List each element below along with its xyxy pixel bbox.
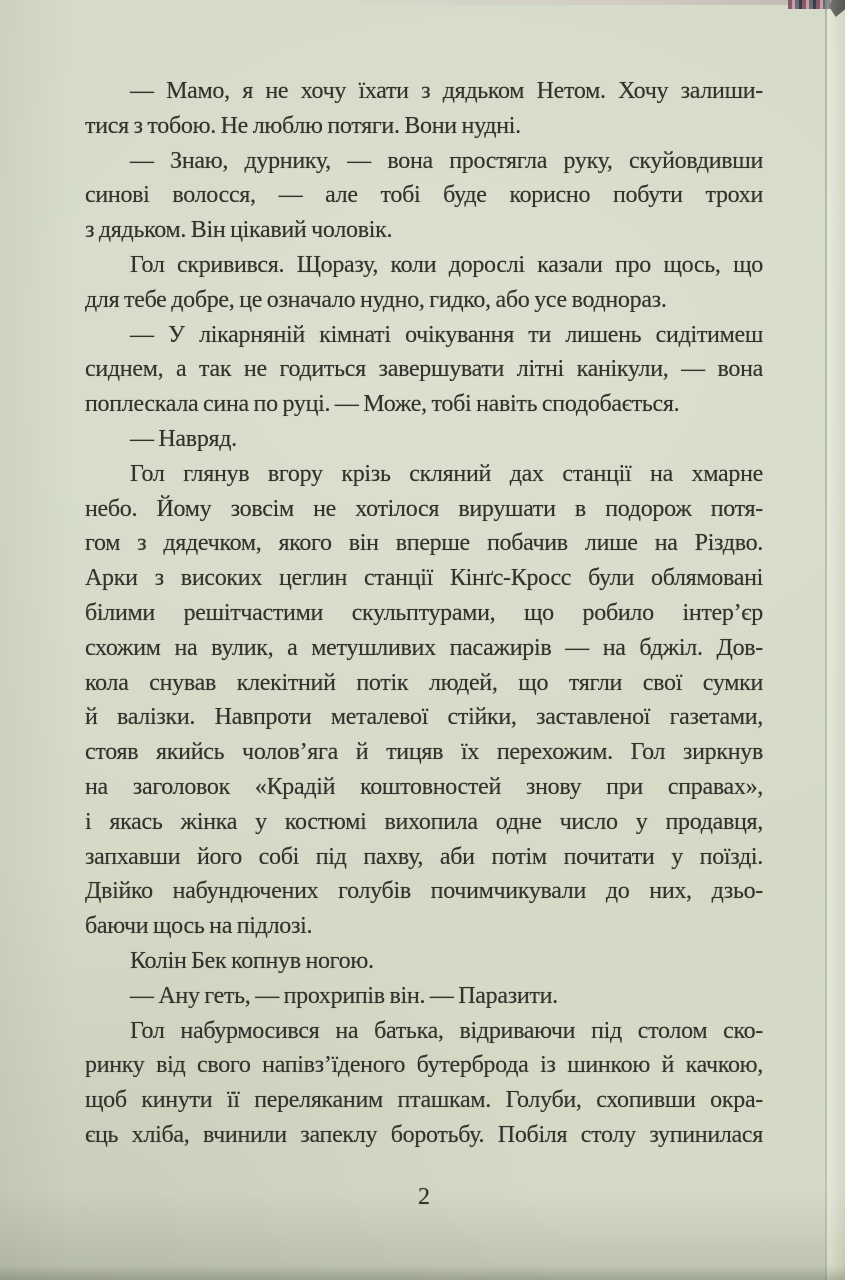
text-line: білими решітчастими скульптурами, що робило інтер’єр (85, 599, 763, 626)
text-line: — Мамо, я не хочу їхати з дядьком Нетом. Хочу залиши- (130, 78, 763, 104)
text-line: щоб кинути її переляканим пташкам. Голуби, схопивши окра- (85, 1087, 763, 1114)
text-line: — Ану геть, — прохрипів він. — Паразити. (130, 982, 558, 1009)
text-line: схожим на вулик, а метушливих пасажирів — на бджіл. Дов- (85, 634, 763, 661)
page-edge-highlight (827, 0, 845, 1280)
paragraph (85, 1014, 763, 1153)
text-line: для тебе добре, це означало нудно, гидко, або усе воднораз. (85, 286, 667, 313)
text-line: Гол глянув вгору крізь скляний дах станції на хмарне (130, 460, 763, 487)
text-line: синові волосся, — але тобі буде корисно побути трохи (85, 182, 763, 209)
paragraph (85, 944, 763, 979)
text-line: баючи щось на підлозі. (85, 913, 313, 940)
text-line: й валізки. Навпроти металевої стійки, заставленої газетами, (85, 704, 763, 731)
paragraph (85, 248, 763, 318)
paragraph (85, 318, 763, 422)
page-text (85, 74, 763, 1153)
page-number: 2 (418, 1184, 430, 1210)
text-line: — Навряд. (130, 425, 237, 452)
text-line: поплескала сина по руці. — Може, тобі навіть сподобається. (85, 391, 680, 418)
bottom-shadow (0, 1266, 845, 1280)
text-line: Гол набурмосився на батька, відриваючи під столом ско- (130, 1017, 763, 1044)
text-line: тися з тобою. Не люблю потяги. Вони нудні. (85, 112, 521, 139)
text-line: — У лікарняній кімнаті очікування ти лишень сидітимеш (130, 321, 763, 348)
page-crease (825, 0, 827, 1280)
text-line: небо. Йому зовсім не хотілося вирушати в подорож потя- (85, 495, 763, 522)
text-line: Двійко набундючених голубів почимчикували до них, дзьо- (85, 878, 763, 905)
text-line: Гол скривився. Щоразу, коли дорослі казали про щось, що (130, 251, 763, 278)
text-line: Колін Бек копнув ногою. (130, 947, 374, 974)
paragraph (85, 979, 763, 1014)
text-line: — Знаю, дурнику, — вона простягла руку, скуйовдивши (130, 147, 763, 174)
text-line: запхавши його собі під пахву, аби потім почитати у поїзді. (85, 843, 763, 870)
text-line: з дядьком. Він цікавий чоловік. (85, 217, 393, 244)
text-line: ринку від свого напівз’їденого бутерброда із шинкою й качкою, (85, 1052, 763, 1079)
text-line: сиднем, а так не годиться завершувати літні канікули, — вона (85, 356, 763, 383)
paragraph (85, 74, 763, 144)
text-line: і якась жінка у костюмі вихопила одне число у продавця, (85, 808, 763, 835)
scan-top-edge-tint (300, 0, 845, 5)
paragraph (85, 422, 763, 457)
text-line: кола снував клекітний потік людей, що тягли свої сумки (85, 669, 763, 696)
paragraph (85, 144, 763, 248)
text-line: стояв якийсь чолов’яга й тицяв їх перехожим. Гол зиркнув (85, 739, 763, 766)
paragraph (85, 457, 763, 944)
text-line: на заголовок «Крадій коштовностей знову при справах», (85, 773, 763, 800)
text-line: єць хліба, вчинили запеклу боротьбу. Побіля столу зупинилася (85, 1121, 763, 1148)
text-line: Арки з високих цеглин станції Кінґс-Кросс були облямовані (85, 565, 763, 592)
text-line: гом з дядечком, якого він вперше побачив лише на Різдво. (85, 530, 763, 557)
